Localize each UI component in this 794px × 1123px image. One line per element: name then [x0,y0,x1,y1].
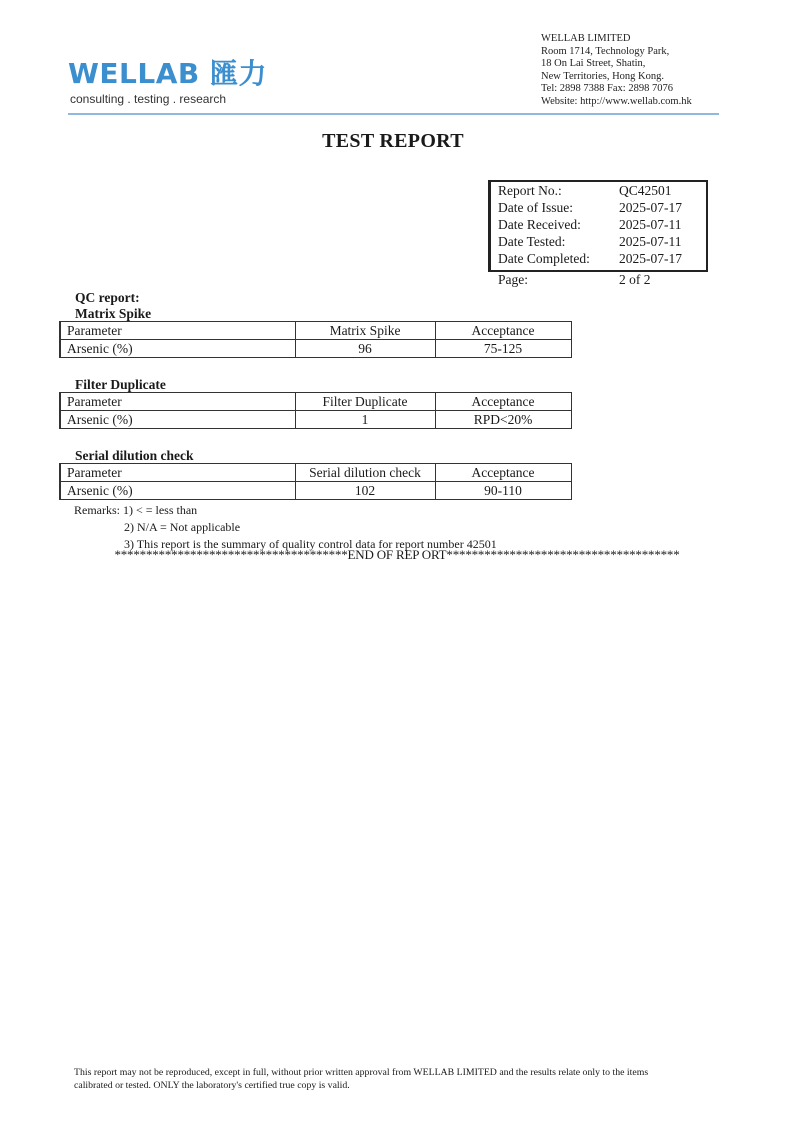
info-row-date-of-issue [488,200,708,217]
info-label: Report No.: [498,183,562,198]
address-line: Room 1714, Technology Park, [541,45,670,57]
report-title: TEST REPORT [322,130,464,152]
table-header-row [60,322,571,340]
address-line: 18 On Lai Street, Shatin, [541,58,646,69]
header-divider [68,113,719,115]
company-address-block [541,33,692,108]
table-cell: 102 [295,482,435,500]
header-cell: Acceptance [435,464,571,482]
table-cell: RPD<20% [435,411,571,429]
section-title-matrix-spike: Matrix Spike [75,306,152,321]
remarks-block [74,502,497,553]
info-row-page [488,272,708,289]
header-cell: Parameter [60,464,295,482]
end-of-report-line: *************************************END OF REP ORT************************************* [114,547,680,562]
info-label: Date Received: [498,217,581,232]
header-cell: Serial dilution check [295,464,435,482]
contact-phone-fax: Tel: 2898 7388 Fax: 2898 7076 [541,83,673,94]
table-row [60,411,571,429]
table-cell: Arsenic (%) [60,340,295,358]
table-cell: Arsenic (%) [60,411,295,429]
table-cell: 1 [295,411,435,429]
info-value: 2025-07-11 [619,217,682,232]
filter-duplicate-table [59,392,572,429]
info-row-date-tested [488,234,708,251]
info-label: Date Completed: [498,251,590,266]
info-label: Date of Issue: [498,200,573,215]
info-value: 2 of 2 [619,272,651,287]
logo-tagline: consulting . testing . research [70,92,227,106]
matrix-spike-table [59,321,572,358]
header-cell: Filter Duplicate [295,393,435,411]
table-row [60,482,571,500]
company-logo: WELLAB 匯力 [68,57,267,90]
header-cell: Acceptance [435,393,571,411]
table-row [60,340,571,358]
info-row-date-received [488,217,708,234]
contact-website: Website: http://www.wellab.com.hk [541,95,692,107]
table-header-row [60,464,571,482]
table-cell: 75-125 [435,340,571,358]
info-row-date-completed [488,251,708,268]
info-row-report-no [488,183,708,200]
header-cell: Parameter [60,393,295,411]
table-header-row [60,393,571,411]
info-value: 2025-07-17 [619,200,682,215]
header-cell: Acceptance [435,322,571,340]
footer-line: This report may not be reproduced, except in full, without prior written approval from WELLAB LIMITED and the results relate only to the items [74,1067,649,1078]
remark-line: Remarks: 1) < = less than [74,503,198,517]
info-value: 2025-07-11 [619,234,682,249]
info-value: 2025-07-17 [619,251,682,266]
table-cell: 90-110 [435,482,571,500]
remark-line: 2) N/A = Not applicable [124,520,241,534]
footer-disclaimer [74,1066,734,1092]
header-cell: Parameter [60,322,295,340]
section-title-filter-duplicate: Filter Duplicate [75,377,166,392]
qc-report-heading: QC report: [75,290,140,305]
table-cell: Arsenic (%) [60,482,295,500]
info-label: Page: [498,272,528,287]
footer-line: calibrated or tested. ONLY the laboratory's certified true copy is valid. [74,1080,350,1091]
remark-line: 3) This report is the summary of quality control data for report number 42501 [124,537,497,551]
address-line: New Territories, Hong Kong. [541,70,665,82]
header-cell: Matrix Spike [295,322,435,340]
company-name: WELLAB LIMITED [541,33,631,44]
serial-dilution-table [59,463,572,500]
info-value: QC42501 [619,183,672,198]
info-label: Date Tested: [498,234,566,249]
table-cell: 96 [295,340,435,358]
section-title-serial-dilution: Serial dilution check [75,448,194,463]
